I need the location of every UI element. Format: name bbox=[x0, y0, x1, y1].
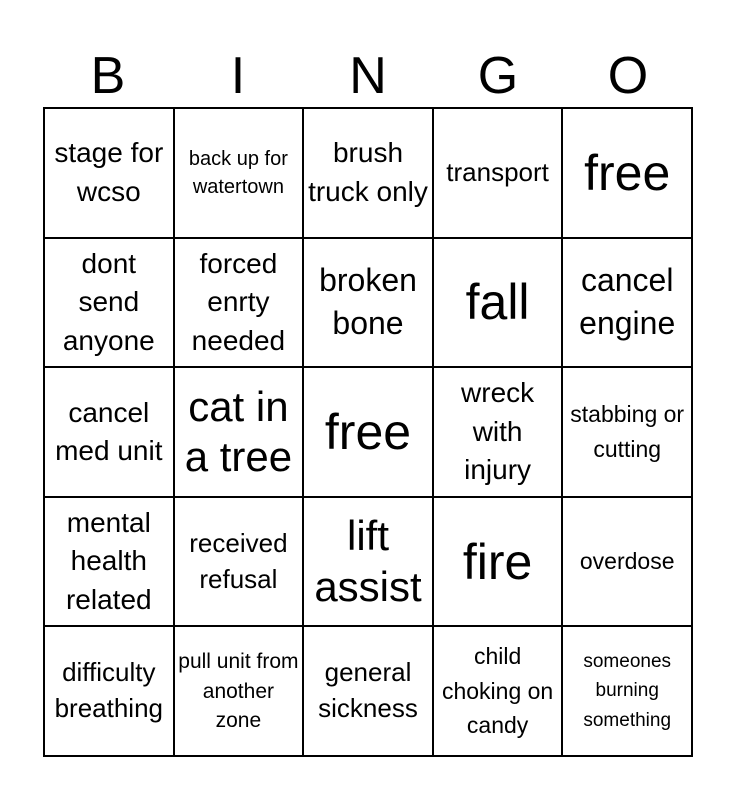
header-letter-o: O bbox=[607, 47, 649, 105]
bingo-cell[interactable]: received refusal bbox=[174, 497, 304, 627]
bingo-cell[interactable]: brush truck only bbox=[303, 108, 433, 238]
bingo-cell[interactable]: difficulty breathing bbox=[44, 626, 174, 756]
header-letter-n: N bbox=[349, 47, 387, 105]
bingo-cell[interactable]: fall bbox=[433, 238, 563, 368]
header-letter-g: G bbox=[477, 47, 519, 105]
bingo-cell[interactable]: overdose bbox=[562, 497, 692, 627]
header-letter-b: B bbox=[90, 47, 126, 105]
bingo-cell[interactable]: pull unit from another zone bbox=[174, 626, 304, 756]
bingo-cell[interactable]: back up for watertown bbox=[174, 108, 304, 238]
bingo-cell[interactable]: cat in a tree bbox=[174, 367, 304, 497]
bingo-cell[interactable]: child choking on candy bbox=[433, 626, 563, 756]
bingo-cell[interactable]: broken bone bbox=[303, 238, 433, 368]
bingo-cell[interactable]: general sickness bbox=[303, 626, 433, 756]
bingo-cell[interactable]: mental health related bbox=[44, 497, 174, 627]
bingo-cell[interactable]: cancel med unit bbox=[44, 367, 174, 497]
bingo-cell[interactable]: dont send anyone bbox=[44, 238, 174, 368]
bingo-cell[interactable]: stabbing or cutting bbox=[562, 367, 692, 497]
bingo-cell[interactable]: stage for wcso bbox=[44, 108, 174, 238]
bingo-cell-free[interactable]: free bbox=[303, 367, 433, 497]
bingo-cell[interactable]: cancel engine bbox=[562, 238, 692, 368]
bingo-cell[interactable]: someones burning something bbox=[562, 626, 692, 756]
bingo-cell[interactable]: fire bbox=[433, 497, 563, 627]
bingo-cell[interactable]: forced enrty needed bbox=[174, 238, 304, 368]
bingo-header bbox=[43, 44, 693, 108]
bingo-cell[interactable]: lift assist bbox=[303, 497, 433, 627]
bingo-cell[interactable]: wreck with injury bbox=[433, 367, 563, 497]
header-letter-i: I bbox=[230, 47, 246, 105]
bingo-card-grid bbox=[43, 107, 693, 757]
bingo-cell[interactable]: transport bbox=[433, 108, 563, 238]
bingo-cell-free[interactable]: free bbox=[562, 108, 692, 238]
